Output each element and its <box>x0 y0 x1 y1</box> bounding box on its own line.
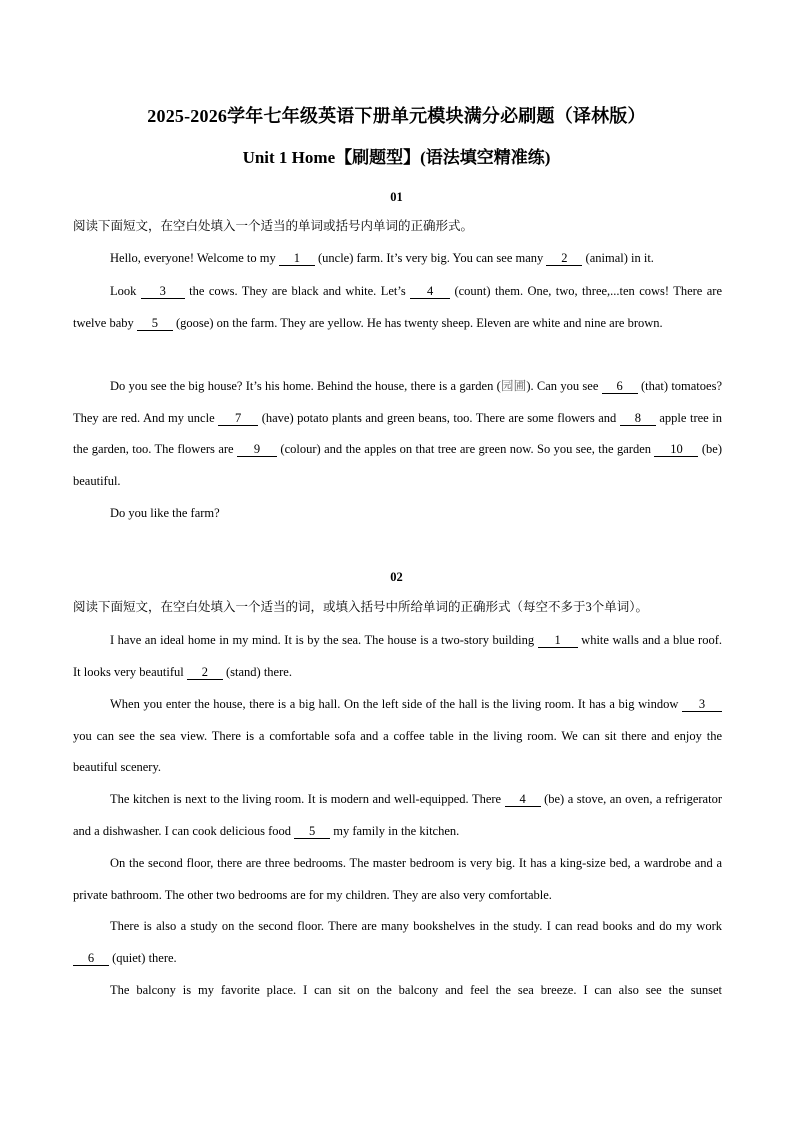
section-2-paragraph-6: The balcony is my favorite place. I can sit on the balcony and feel the sea breeze. I can also see the sunset <box>110 983 722 997</box>
blank-1-5[interactable]: 5 <box>137 316 173 331</box>
blank-1-8[interactable]: 8 <box>620 411 656 426</box>
page-subtitle: Unit 1 Home【刷题型】(语法填空精准练) <box>242 148 551 167</box>
section-1-paragraph-4: Do you like the farm? <box>110 506 220 520</box>
blank-1-1[interactable]: 1 <box>279 251 315 266</box>
section-2-paragraph-4: On the second floor, there are three bedrooms. The master bedroom is very big. It has a king-size bed, a wardrobe and a private bathroom. The other two bedrooms are for my children. They are also very comfortable. <box>73 856 722 902</box>
section-1-paragraph-2: Look 3 the cows. They are black and white. Let’s 4 (count) them. One, two, three,...ten cows! There are twelve baby 5 (goose) on the farm. They are yellow. He has twenty sheep. Eleven are white and nine are brown. <box>73 284 722 330</box>
blank-1-4[interactable]: 4 <box>410 284 450 299</box>
page-title: 2025-2026学年七年级英语下册单元模块满分必刷题（译林版） <box>147 106 646 126</box>
blank-1-2[interactable]: 2 <box>546 251 582 266</box>
blank-2-2[interactable]: 2 <box>187 665 223 680</box>
blank-2-1[interactable]: 1 <box>538 633 578 648</box>
blank-1-10[interactable]: 10 <box>654 442 698 457</box>
blank-1-9[interactable]: 9 <box>237 442 277 457</box>
section-1-paragraph-1: Hello, everyone! Welcome to my 1 (uncle) farm. It’s very big. You can see many 2 (animal) in it. <box>110 251 654 265</box>
section-1-instruction: 阅读下面短文，在空白处填入一个适当的单词或括号内单词的正确形式。 <box>73 219 474 233</box>
section-2-instruction: 阅读下面短文，在空白处填入一个适当的词，或填入括号中所给单词的正确形式（每空不多于3个单词）。 <box>73 600 649 614</box>
blank-1-7[interactable]: 7 <box>218 411 258 426</box>
blank-2-6[interactable]: 6 <box>73 951 109 966</box>
blank-2-4[interactable]: 4 <box>505 792 541 807</box>
section-2-number: 02 <box>390 570 403 584</box>
chinese-gloss: 园圃 <box>500 379 527 393</box>
blank-2-3[interactable]: 3 <box>682 697 722 712</box>
blank-1-6[interactable]: 6 <box>602 379 638 394</box>
section-1-number: 01 <box>390 190 403 204</box>
blank-1-3[interactable]: 3 <box>141 284 185 299</box>
section-2-paragraph-2: When you enter the house, there is a big hall. On the left side of the hall is the living room. It has a big window 3 you can see the sea view. There is a comfortable sofa and a coffee table in the living room. We can sit there and enjoy the beautiful scenery. <box>73 697 722 775</box>
blank-2-5[interactable]: 5 <box>294 824 330 839</box>
section-2-paragraph-1: I have an ideal home in my mind. It is by the sea. The house is a two-story building 1 white walls and a blue roof. It looks very beautiful 2 (stand) there. <box>73 633 722 679</box>
section-2-paragraph-5: There is also a study on the second floor. There are many bookshelves in the study. I can read books and do my work 6 (quiet) there. <box>73 911 722 974</box>
section-2-paragraph-3: The kitchen is next to the living room. It is modern and well-equipped. There 4 (be) a stove, an oven, a refrigerator and a dishwasher. I can cook delicious food 5 my family in the kitchen. <box>73 792 722 838</box>
section-1-paragraph-3: Do you see the big house? It’s his home. Behind the house, there is a garden (园圃). Can you see 6 (that) tomatoes? They are red. And my uncle 7 (have) potato plants and green beans, too. There are some flowers and 8 apple tree in the garden, too. The flowers are 9 (colour) and the apples on that tree are green now. So you see, the garden 10 (be) beautiful. <box>73 379 722 488</box>
